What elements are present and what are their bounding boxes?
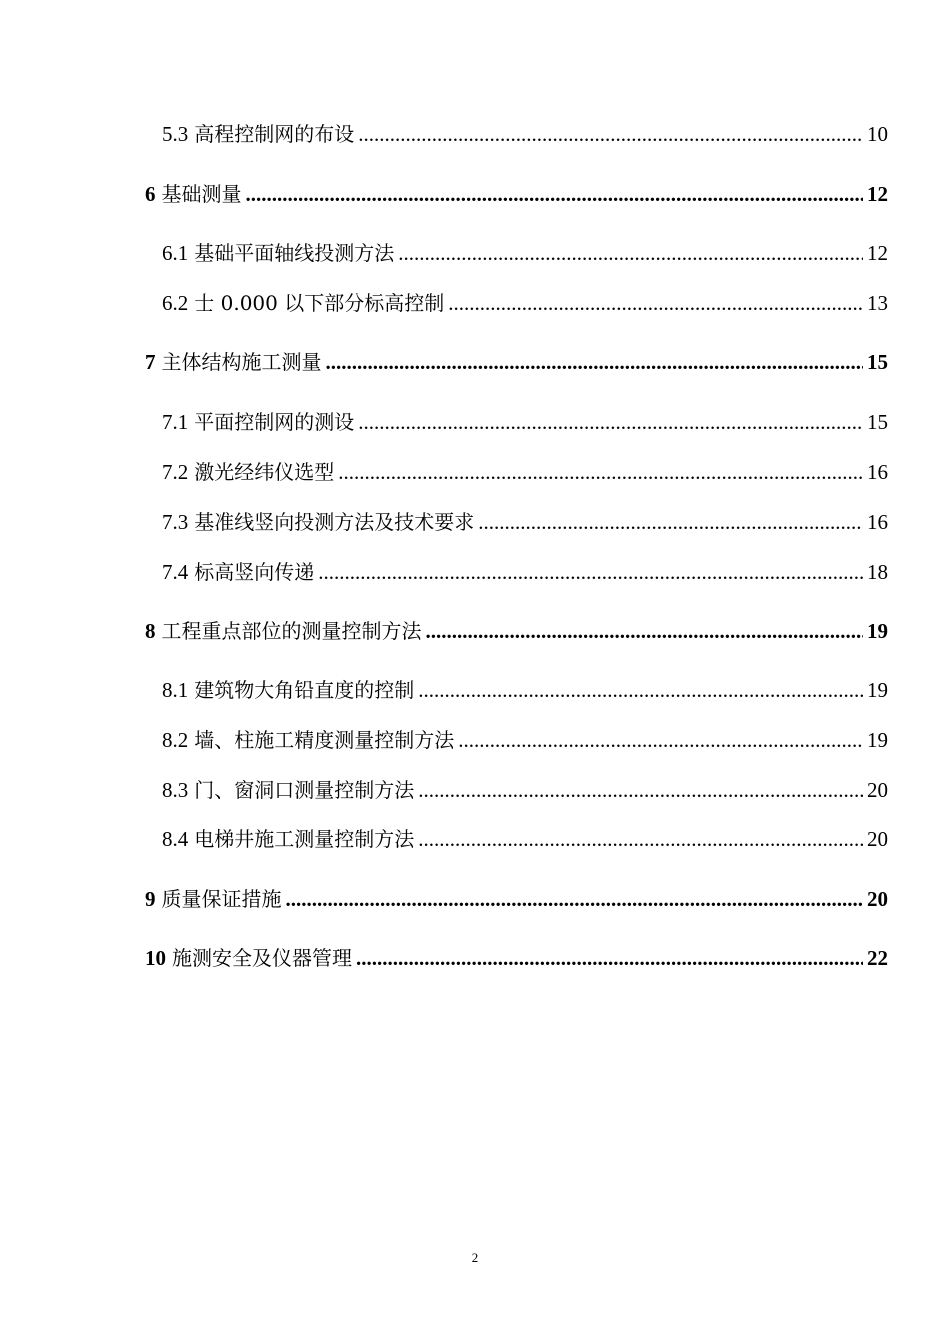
toc-entry-page: 12: [867, 241, 888, 265]
toc-entry-number: 5.3: [162, 122, 189, 146]
toc-entry-7-2[interactable]: [0, 456, 888, 488]
toc-entry-number: 10: [145, 946, 166, 970]
toc-entry-8[interactable]: [0, 615, 888, 647]
toc-entry-title: 基础平面轴线投测方法: [194, 241, 395, 265]
toc-leader-dots: [448, 287, 863, 319]
toc-entry-title: 施测安全及仪器管理: [172, 946, 352, 970]
toc-entry-page: 22: [867, 946, 888, 970]
toc-entry-number: 8: [145, 619, 156, 643]
toc-entry-5-3[interactable]: [0, 118, 888, 150]
toc-entry-title: 激光经纬仪选型: [194, 460, 335, 484]
toc-leader-dots: [246, 178, 864, 210]
toc-entry-page: 16: [867, 510, 888, 534]
toc-entry-6[interactable]: [0, 178, 888, 210]
toc-leader-dots: [286, 883, 864, 915]
toc-entry-number: 7: [145, 350, 156, 374]
toc-leader-dots: [458, 724, 863, 756]
toc-entry-number: 8.4: [162, 827, 189, 851]
toc-leader-dots: [418, 823, 863, 855]
toc-entry-page: 10: [867, 122, 888, 146]
toc-entry-number: 8.3: [162, 778, 189, 802]
toc-entry-page: 18: [867, 560, 888, 584]
toc-leader-dots: [356, 942, 863, 974]
toc-entry-title: 建筑物大角铅直度的控制: [194, 678, 415, 702]
toc-entry-page: 19: [867, 728, 888, 752]
toc-leader-dots: [418, 674, 863, 706]
toc-entry-number: 7.4: [162, 560, 189, 584]
toc-entry-7-4[interactable]: [0, 556, 888, 588]
toc-entry-7-1[interactable]: [0, 406, 888, 438]
toc-entry-number: 8.1: [162, 678, 189, 702]
toc-entry-title: 墙、柱施工精度测量控制方法: [194, 728, 455, 752]
toc-entry-number: 6.2: [162, 291, 189, 315]
toc-entry-8-4[interactable]: [0, 823, 888, 855]
toc-entry-title: 质量保证措施: [161, 887, 282, 911]
toc-entry-number: 9: [145, 887, 156, 911]
toc-entry-page: 20: [867, 778, 888, 802]
toc-entry-7[interactable]: [0, 346, 888, 378]
toc-entry-6-1[interactable]: [0, 237, 888, 269]
toc-entry-title: 工程重点部位的测量控制方法: [161, 619, 422, 643]
toc-leader-dots: [478, 506, 863, 538]
toc-entry-title: 士 0.000 以下部分标高控制: [194, 291, 445, 315]
toc-entry-number: 7.1: [162, 410, 189, 434]
page-number: 2: [471, 1250, 479, 1265]
toc-leader-dots: [426, 615, 864, 647]
toc-entry-page: 13: [867, 291, 888, 315]
toc-leader-dots: [398, 237, 863, 269]
toc-entry-8-1[interactable]: [0, 674, 888, 706]
toc-entry-page: 19: [867, 678, 888, 702]
toc-entry-title: 电梯井施工测量控制方法: [194, 827, 415, 851]
toc-entry-title: 基础测量: [161, 182, 242, 206]
toc-leader-dots: [326, 346, 864, 378]
toc-entry-page: 20: [867, 827, 888, 851]
toc-entry-title: 高程控制网的布设: [194, 122, 355, 146]
toc-entry-8-3[interactable]: [0, 774, 888, 806]
toc-entry-title: 主体结构施工测量: [161, 350, 322, 374]
toc-entry-page: 15: [867, 350, 888, 374]
toc-leader-dots: [318, 556, 863, 588]
toc-entry-page: 16: [867, 460, 888, 484]
toc-leader-dots: [418, 774, 863, 806]
toc-entry-title: 基准线竖向投测方法及技术要求: [194, 510, 475, 534]
toc-entry-title: 平面控制网的测设: [194, 410, 355, 434]
toc-entry-9[interactable]: [0, 883, 888, 915]
toc-leader-dots: [338, 456, 863, 488]
toc-entry-number: 7.3: [162, 510, 189, 534]
toc-entry-10[interactable]: [0, 942, 888, 974]
toc-leader-dots: [358, 118, 863, 150]
toc-entry-number: 7.2: [162, 460, 189, 484]
toc-entry-number: 6.1: [162, 241, 189, 265]
toc-entry-page: 20: [867, 887, 888, 911]
toc-entry-6-2[interactable]: [0, 287, 888, 319]
toc-leader-dots: [358, 406, 863, 438]
toc-entry-number: 6: [145, 182, 156, 206]
toc-entry-page: 15: [867, 410, 888, 434]
toc-entry-8-2[interactable]: [0, 724, 888, 756]
toc-entry-title: 门、窗洞口测量控制方法: [194, 778, 415, 802]
toc-entry-number: 8.2: [162, 728, 189, 752]
toc-entry-7-3[interactable]: [0, 506, 888, 538]
toc-entry-page: 19: [867, 619, 888, 643]
toc-entry-title: 标高竖向传递: [194, 560, 315, 584]
toc-entry-page: 12: [867, 182, 888, 206]
